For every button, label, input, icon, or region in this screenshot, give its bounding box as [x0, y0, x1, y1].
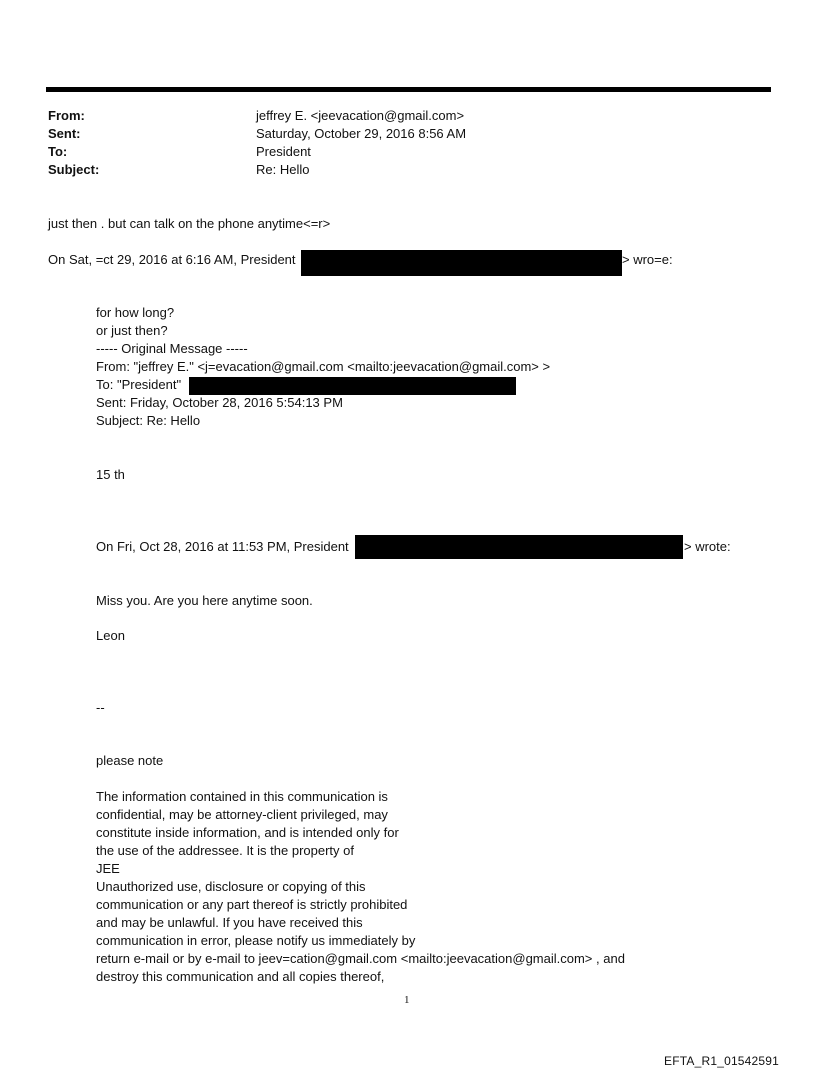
disclaimer-line: Unauthorized use, disclosure or copying of this: [96, 879, 366, 894]
to-value: President: [256, 144, 311, 159]
original-subject: Subject: Re: Hello: [96, 413, 201, 428]
please-note: please note: [96, 753, 164, 768]
page-number: 1: [404, 994, 410, 1006]
original-sent: Sent: Friday, October 28, 2016 5:54:13 PM: [96, 395, 343, 410]
on-sat-prefix: On Sat, =ct 29, 2016 at 6:16 AM, President: [48, 252, 296, 267]
quoted-15th: 15 th: [96, 467, 125, 482]
quoted-or-just-then: or just then?: [96, 323, 168, 338]
to-label: To:: [48, 144, 68, 159]
disclaimer-line: JEE: [96, 861, 120, 876]
from-value: jeffrey E. <jeevacation@gmail.com>: [256, 108, 465, 123]
subject-label: Subject:: [48, 162, 100, 177]
sent-value: Saturday, October 29, 2016 8:56 AM: [256, 126, 467, 141]
on-fri-suffix: > wrote:: [684, 539, 731, 554]
redaction-block: [355, 535, 683, 559]
disclaimer-line: and may be unlawful. If you have received this: [96, 915, 363, 930]
disclaimer-line: the use of the addressee. It is the property of: [96, 843, 354, 858]
subject-value: Re: Hello: [256, 162, 310, 177]
redaction-block: [189, 377, 516, 395]
signature-dashes: --: [96, 700, 105, 715]
from-label: From:: [48, 108, 85, 123]
original-from: From: "jeffrey E." <j=evacation@gmail.com <mailto:jeevacation@gmail.com> >: [96, 359, 551, 374]
disclaimer-line: The information contained in this communication is: [96, 789, 388, 804]
quoted-signature: Leon: [96, 628, 125, 643]
original-message-divider: ----- Original Message -----: [96, 341, 248, 356]
original-to: To: "President": [96, 377, 182, 392]
disclaimer-line: confidential, may be attorney-client privileged, may: [96, 807, 388, 822]
disclaimer-line: constitute inside information, and is intended only for: [96, 825, 399, 840]
disclaimer-line: communication or any part thereof is strictly prohibited: [96, 897, 408, 912]
disclaimer-line: return e-mail or by e-mail to jeev=cation@gmail.com <mailto:jeevacation@gmail.com> , and: [96, 951, 625, 966]
quoted-for-how-long: for how long?: [96, 305, 175, 320]
disclaimer-line: destroy this communication and all copies thereof,: [96, 969, 385, 984]
reply-line: just then . but can talk on the phone anytime<=r>: [48, 216, 331, 231]
disclaimer-line: communication in error, please notify us immediately by: [96, 933, 416, 948]
redaction-block: [301, 250, 622, 276]
on-sat-suffix: > wro=e:: [622, 252, 673, 267]
header-rule: [46, 87, 771, 92]
sent-label: Sent:: [48, 126, 81, 141]
on-fri-prefix: On Fri, Oct 28, 2016 at 11:53 PM, President: [96, 539, 349, 554]
quoted-miss-you: Miss you. Are you here anytime soon.: [96, 593, 313, 608]
document-id: EFTA_R1_01542591: [664, 1054, 780, 1068]
